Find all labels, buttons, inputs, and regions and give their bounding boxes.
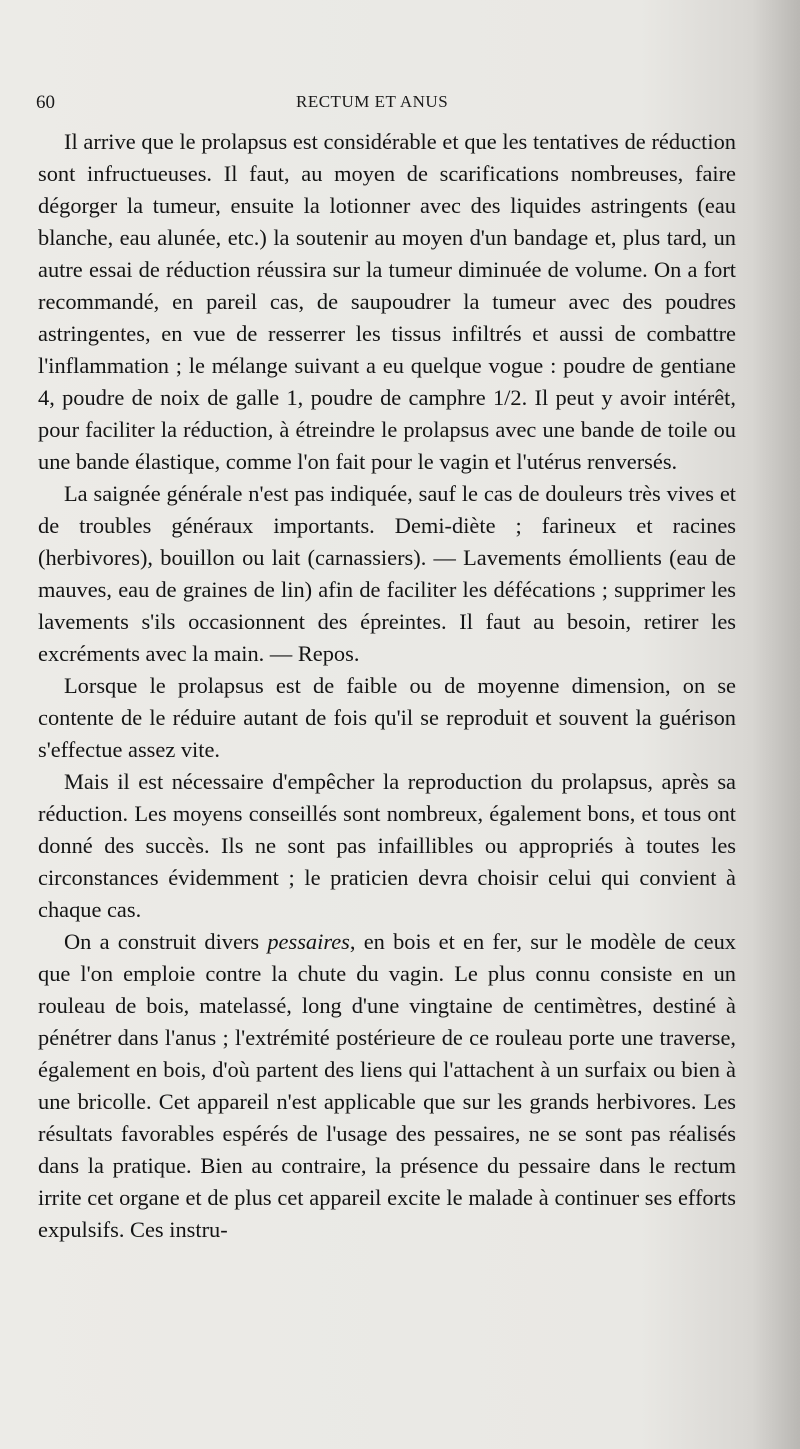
paragraph-2: La saignée générale n'est pas indiquée, sauf le cas de douleurs très vives et de troubles généraux importants. Demi-diète ; farineux et racines (herbivores), bouillon ou lait (carnassiers). — Lavements émollients (eau de mauves, eau de graines de lin) afin de faciliter les défécations ; supprimer les lavements s'ils occasionnent des épreintes. Il faut au besoin, retirer les excréments avec la main. — Repos. [38,481,736,666]
page-header [0,88,800,118]
running-title: RECTUM ET ANUS [296,92,449,111]
paragraph-4: Mais il est nécessaire d'empêcher la reproduction du prolapsus, après sa réduction. Les moyens conseillés sont nombreux, également bons, et tous ont donné des succès. Ils ne sont pas infaillibles ou appropriés à toutes les circonstances évidemment ; le praticien devra choisir celui qui convient à chaque cas. [38,769,736,922]
body-text [38,126,736,1246]
paragraph-5-start: On a construit divers [64,929,268,954]
paragraph-5 [38,926,736,1246]
paragraph-5-rest: , en bois et en fer, sur le modèle de ceux que l'on emploie contre la chute du vagin. Le plus connu consiste en un rouleau de bois, matelassé, long d'une vingtaine de centimètres, destiné à pénétrer dans l'anus ; l'extrémité postérieure de ce rouleau porte une traverse, également en bois, d'où partent des liens qui l'attachent à un surfaix ou bien à une bricolle. Cet appareil n'est applicable que sur les grands herbivores. Les résultats favorables espérés de l'usage des pessaires, ne se sont pas réalisés dans la pratique. Bien au contraire, la présence du pessaire dans le rectum irrite cet organe et de plus cet appareil excite le malade à continuer ses efforts expulsifs. Ces instru- [38,929,736,1242]
emphasis-pessaires: pessaires [267,929,350,954]
page-number: 60 [36,92,55,113]
paragraph-3: Lorsque le prolapsus est de faible ou de moyenne dimension, on se contente de le réduire autant de fois qu'il se reproduit et souvent la guérison s'effectue assez vite. [38,673,736,762]
paragraph-1: Il arrive que le prolapsus est considérable et que les tentatives de réduction sont infructueuses. Il faut, au moyen de scarifications nombreuses, faire dégorger la tumeur, ensuite la lotionner avec des liquides astringents (eau blanche, eau alunée, etc.) la soutenir au moyen d'un bandage et, plus tard, un autre essai de réduction réussira sur la tumeur diminuée de volume. On a fort recommandé, en pareil cas, de saupoudrer la tumeur avec des poudres astringentes, en vue de resserrer les tissus infiltrés et aussi de combattre l'inflammation ; le mélange suivant a eu quelque vogue : poudre de gentiane 4, poudre de noix de galle 1, poudre de camphre 1/2. Il peut y avoir intérêt, pour faciliter la réduction, à étreindre le prolapsus avec une bande de toile ou une bande élastique, comme l'on fait pour le vagin et l'utérus renversés. [38,129,736,474]
